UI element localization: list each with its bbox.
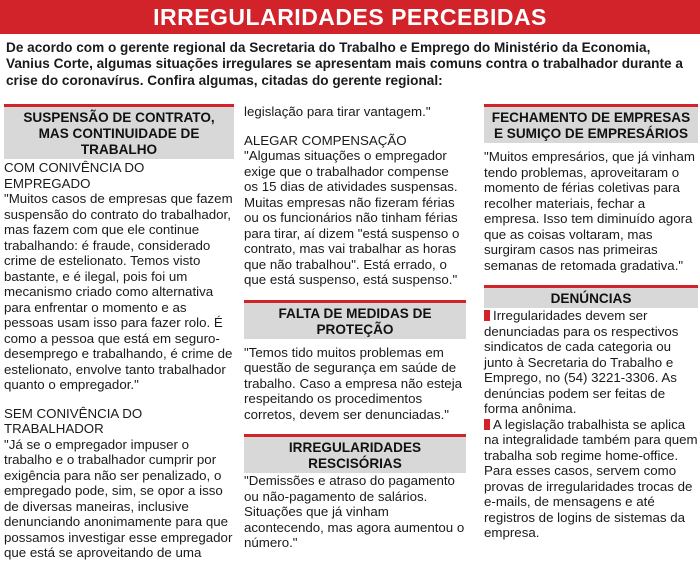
bullet-item-1 bbox=[484, 308, 698, 417]
subheading-alegar-compensacao: ALEGAR COMPENSAÇÃO bbox=[244, 132, 407, 148]
red-bullet-icon bbox=[484, 419, 490, 430]
heading-falta-medidas: FALTA DE MEDIDAS DE PROTEÇÃO bbox=[244, 300, 466, 339]
column-2 bbox=[244, 104, 466, 551]
bullet-text-1: Irregularidades devem ser denunciadas para os respectivos sindicatos de cada categoria ou junto à Secretaria do Trabalho e Emprego, no (54) 3221-3306. As denúncias podem ser feitas de forma anônima. bbox=[484, 308, 679, 416]
text-alegar-compensacao: "Algumas situações o empregador exige que o trabalhador compense os 15 dias de atividades suspensas. Muitas empresas não fizeram férias ou os funcionários não tinham férias para tirar, aí dizem "está suspenso o contrato, mas vai trabalhar as horas que não trabalhou". Está errado, o que está suspenso, está suspenso." bbox=[244, 148, 460, 287]
intro-paragraph: De acordo com o gerente regional da Secretaria do Trabalho e Emprego do Ministério da Economia, Vanius Corte, algumas situações irregulares se apresentam mais comuns contra o trabalhador durante a crise do coronavírus. Confira algumas, citadas do gerente regional: bbox=[6, 40, 683, 88]
bullet-text-2: A legislação trabalhista se aplica na integralidade também para quem trabalha sob regime home-office. Para esses casos, servem como provas de irregularidades trocas de e-mails, de mensagens e até registros de logins de sistemas da empresa. bbox=[484, 416, 698, 540]
column-1 bbox=[4, 104, 234, 561]
heading-fechamento: FECHAMENTO DE EMPRESAS E SUMIÇO DE EMPRESÁRIOS bbox=[484, 104, 698, 143]
text-irregularidades-rescisorias: "Demissões e atraso do pagamento ou não-pagamento de salários. Situações que já vinham acontecendo, mas agora aumentou o número." bbox=[244, 473, 465, 550]
text-continuation: legislação para tirar vantagem." bbox=[244, 104, 431, 119]
text-fechamento: "Muitos empresários, que já vinham tendo problemas, aproveitaram o momento de férias coletivas para recolher materiais, fechar a empresa. Isso tem diminuído agora que as coisas voltaram, mas surgiram casos nas primeiras semanas de retomada gradativa." bbox=[484, 149, 695, 273]
red-bullet-icon bbox=[484, 310, 490, 321]
text-sem-conivencia: "Já se o empregador impuser o trabalho e o trabalhador cumprir por exigência para não ser penalizado, o empregado pode, sim, se opor a isso de diversas maneiras, inclusive denunciando anonimamente para que possamos investigar esse empregador que está se aproveitando de uma bbox=[4, 436, 233, 560]
subheading-com-conivencia: COM CONIVÊNCIA DO EMPREGADO bbox=[4, 160, 145, 191]
column-3 bbox=[484, 104, 698, 541]
page-title: IRREGULARIDADES PERCEBIDAS bbox=[153, 3, 547, 30]
text-com-conivencia: "Muitos casos de empresas que fazem suspensão do contrato do trabalhador, mas fazem com que ele continue trabalhando: é fraude, considerado crime de estelionato. Temos visto bastante, e é ilegal, pois foi um mecanismo criado como alternativa para enfrentar o momento e as pessoas usam isso para fazer rolo. É como a pessoa que está em seguro-desemprego e trabalhando, é crime de estelionato, envolve tanto trabalhador quanto o empregador." bbox=[4, 191, 233, 392]
subheading-sem-conivencia: SEM CONIVÊNCIA DO TRABALHADOR bbox=[4, 405, 143, 436]
bullet-item-2 bbox=[484, 417, 698, 541]
heading-irregularidades-rescisorias: IRREGULARIDADES RESCISÓRIAS bbox=[244, 434, 466, 473]
title-banner bbox=[0, 0, 700, 34]
heading-suspensao: SUSPENSÃO DE CONTRATO, MAS CONTINUIDADE DE TRABALHO bbox=[4, 104, 234, 159]
heading-denuncias: DENÚNCIAS bbox=[484, 285, 698, 308]
text-falta-medidas: "Temos tido muitos problemas em questão de segurança em saúde de trabalho. Caso a empresa não esteja respeitando os procedimentos corretos, devem ser denunciadas." bbox=[244, 344, 463, 422]
